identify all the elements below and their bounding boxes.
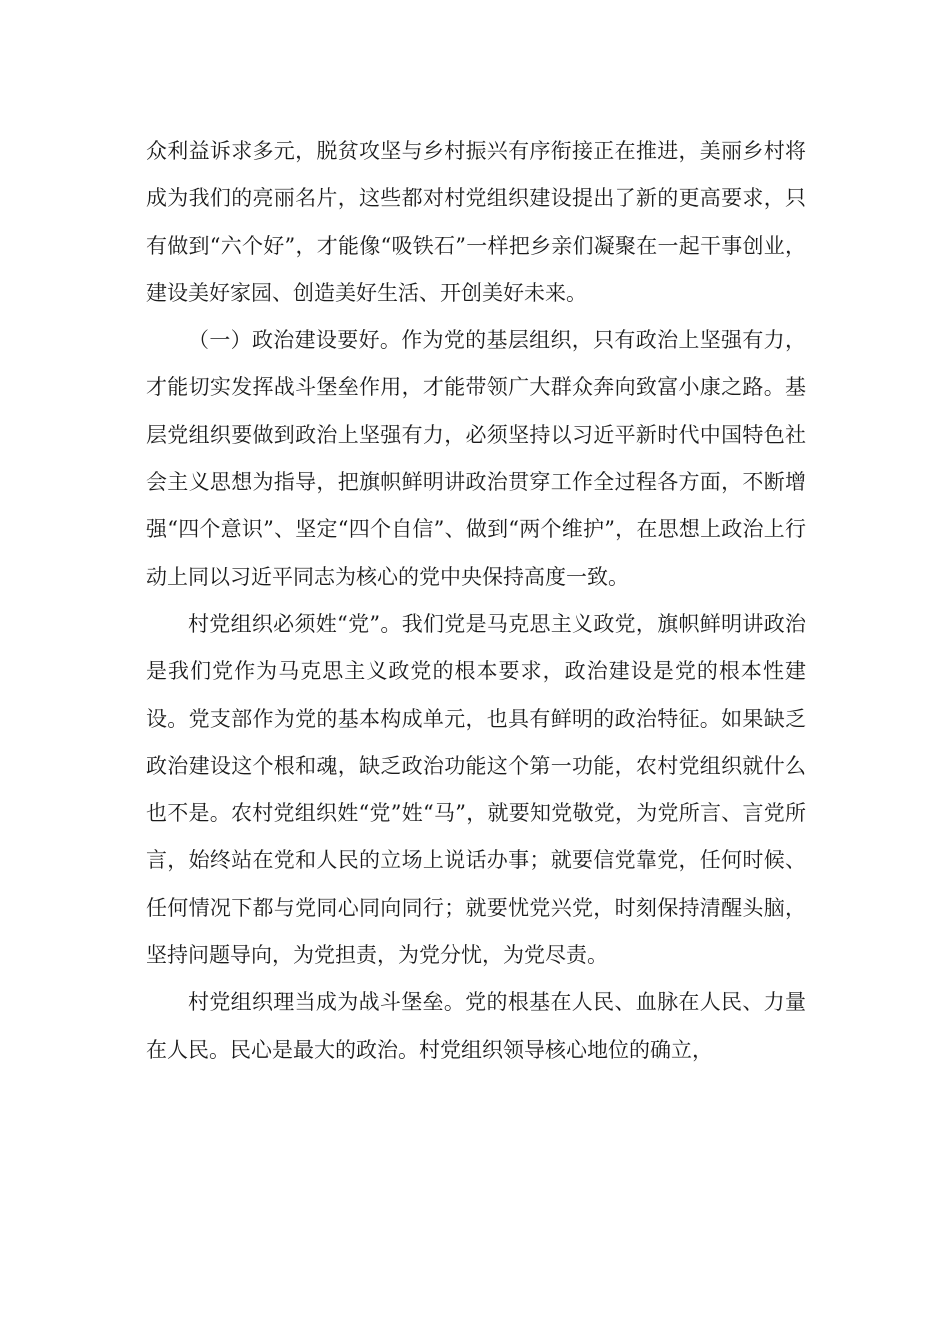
paragraph-2: （一）政治建设要好。作为党的基层组织，只有政治上坚强有力，才能切实发挥战斗堡垒作用，才能带领广大群众奔向致富小康之路。基层党组织要做到政治上坚强有力，必须坚持以习近平新时代中国特色社会主义思想为指导，把旗帜鲜明讲政治贯穿工作全过程各方面，不断增强“四个意识”、坚定“四个自信”、做到“两个维护”，在思想上政治上行动上同以习近平同志为核心的党中央保持高度一致。 [146, 328, 806, 589]
paragraph-3: 村党组织必须姓“党”。我们党是马克思主义政党，旗帜鲜明讲政治是我们党作为马克思主义政党的根本要求，政治建设是党的根本性建设。党支部作为党的基本构成单元，也具有鲜明的政治特征。如果缺乏政治建设这个根和魂，缺乏政治功能这个第一功能，农村党组织就什么也不是。农村党组织姓“党”姓“马”，就要知党敬党，为党所言、言党所言，始终站在党和人民的立场上说话办事；就要信党靠党，任何时候、任何情况下都与党同心同向同行；就要忧党兴党，时刻保持清醒头脑，坚持问题导向，为党担责，为党分忧，为党尽责。 [146, 611, 806, 968]
paragraph-4: 村党组织理当成为战斗堡垒。党的根基在人民、血脉在人民、力量在人民。民心是最大的政治。村党组织领导核心地位的确立， [146, 990, 806, 1062]
paragraph-1: 众利益诉求多元，脱贫攻坚与乡村振兴有序衔接正在推进，美丽乡村将成为我们的亮丽名片，这些都对村党组织建设提出了新的更高要求，只有做到“六个好”，才能像“吸铁石”一样把乡亲们凝聚在一起干事创业，建设美好家园、创造美好生活、开创美好未来。 [146, 139, 806, 305]
document-body [146, 128, 806, 1074]
